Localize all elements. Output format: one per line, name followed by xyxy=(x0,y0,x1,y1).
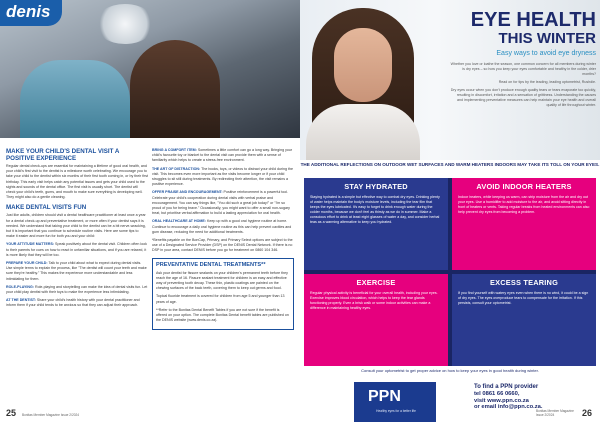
tip-praise: OFFER PRAISE AND ENCOURAGEMENT: Positive reinforcement is a powerful tool. Celebrate your child's cooperation during dental visits with verbal praise and encouragement. You can say things like, "You did such a great job today!" or "I'm so proud of you for being brave." Occasionally, you might want to offer a small non-sugary treat, but prioritise verbal affirmation to build a lasting appreciation for oral health. xyxy=(152,190,290,216)
heading-positive-experience: MAKE YOUR CHILD'S DENTAL VISIT A POSITIVE EXPERIENCE xyxy=(6,148,120,162)
intro-paragraph: Read on for tips by the leading, leading optometrist, Rushdie. xyxy=(498,80,596,84)
benefits-note: *Benefits payable on the BonCap, Primary, and Primary Select options are subject to the use of a Designated Service Provider (DSP) on the DENIS Dental Network. If there is no DSP in your area, contact DENIS before you go for treatment on 0860 104 346. xyxy=(152,238,293,253)
tile-text: Staying hydrated is a simple but effective way to combat dry eyes. Drinking plenty of water helps maintain the body's moisture levels, including the tear film that keeps the eyes lubricated. It's easy to forget to drink enough water during the colder months, because we don't feel as thirsty as we do in summer. Make a conscious effort to drink at least eight glasses of water a day, and consider herbal teas as a warming alternative to keep you hydrated. xyxy=(310,195,440,224)
tip-attitude: YOUR ATTITUDE MATTERS: Speak positively about the dental visit. Children often look to their parents for cues on how to react in unfamiliar situations, and if you are relaxed, it is more likely that they will be too. xyxy=(6,242,147,257)
tip-role-play: ROLE-PLAYING: Role-playing and storytelling can make the idea of dental visits fun. Let your child play dentist with their toys to make the experience less intimidating. xyxy=(6,284,148,295)
dental-lamp-image xyxy=(95,4,155,44)
tips-grid xyxy=(304,178,596,366)
dentist-figure-image xyxy=(20,60,130,138)
woman-sweater-image xyxy=(306,104,420,160)
right-page xyxy=(300,0,600,424)
tip-prepare: PREPARE YOUR CHILD: Talk to your child about what to expect during dental visits. Use simple terms to explain the process, like "The dentist will count your teeth and make sure they're healthy." This makes the experience more understandable and less intimidating for them. xyxy=(6,261,147,281)
paragraph: Just like adults, children should visit a dental healthcare practitioner at least once a year for a dental check-up and preventative treatment, or more often if your dentist says it is needed. We understand that taking your child to the dentist can be a bit nerve-wracking, but it is important that you continue to schedule routine visits. Here are some tips to make it easier and more fun for both you and your child: xyxy=(6,213,146,239)
contact-info xyxy=(474,384,574,411)
tile-title: EXCESS TEARING xyxy=(489,278,559,287)
left-column-2 xyxy=(152,148,294,330)
tile-title: STAY HYDRATED xyxy=(344,182,408,191)
page-footer: Bonitas Member Magazine Issue 2/2024 xyxy=(536,409,574,417)
tile-title: EXERCISE xyxy=(356,278,396,287)
ppn-wordmark: PPN xyxy=(368,388,401,405)
woman-face-image xyxy=(334,28,392,102)
page-subtitle: THIS WINTER xyxy=(498,30,596,47)
contact-title: To find a PPN provider xyxy=(474,384,539,390)
tile-text: Regular physical activity is beneficial for your overall health, including your eyes. Exercise improves blood circulation, which helps to keep the tear glands functioning properly. Even a brisk walk or some indoor activities can make a difference in maintaining healthy eyes. xyxy=(310,291,438,310)
child-patient-image xyxy=(130,40,220,138)
tile-text: If you find yourself with watery eyes even when there is no wind, it could be a sign of dry eyes. The eyes overproduce tears to compensate for the irritation. If this persists, consult your optometrist. xyxy=(458,291,589,305)
box-bullet: Ask your dentist for fissure sealants on your children's permanent teeth before they reach the age of 16. Fissure sealant treatment for children is an easy and effective way of preventing tooth decay. These thin, plastic coatings are painted on the chewing surfaces of the back teeth, covering them to keep out germs and food. xyxy=(156,270,288,291)
page-title: EYE HEALTH xyxy=(470,9,596,31)
tile-title: AVOID INDOOR HEATERS xyxy=(476,182,572,191)
page-footer: Bonitas Member Magazine Issue 2/2024 xyxy=(22,413,80,417)
tip-home-care: ORAL HEALTHCARE AT HOME: Keep up with a good oral hygiene routine at home. Continue to encourage a daily oral hygiene routine as this can help prevent cavities and gum disease, reducing the need for additional treatments. xyxy=(152,219,292,234)
paragraph: Regular dental check-ups are essential for maintaining a lifetime of good oral health, and your child's first visit to the dentist is a milestone worth celebrating. We encourage you to take your child to the dentist within six months of their first tooth coming in, or by their first birthday. This early visit helps catch any potential issues and gets your child used to the sights and sounds of the dental office. The first visit is usually short. The dentist will check your child's teeth, gums, and mouth to make sure everything is developing well. They might also do a gentle cleaning. xyxy=(6,164,149,200)
tip-distraction: THE ART OF DISTRACTION: The books, toys, or videos to distract your child during the visit. This becomes even more important as the visits become longer or if your child struggles to sit still during treatments. By redirecting their attention, the visit remains a positive experience. xyxy=(152,166,294,187)
ppn-tagline: Healthy eyes for a better life xyxy=(376,409,416,413)
intro-text xyxy=(450,62,596,111)
contact-email: or email info@ppn.co.za. xyxy=(474,404,543,411)
tip-comfort-item: BRING A COMFORT ITEM: Sometimes a little comfort can go a long way. Bringing your child's favourite toy or blanket to the dental visit can provide them with a sense of familiarity which helps to create a stress-free environment. xyxy=(152,148,293,163)
tile-exercise xyxy=(304,274,448,366)
page-number: 26 xyxy=(581,408,592,418)
preventative-treatments-box xyxy=(152,258,294,331)
tip-at-dentist: AT THE DENTIST: Share your child's health history with your dental practitioner and inform them if your child tends to be anxious so that they can adjust their approach. xyxy=(6,298,140,308)
box-bullet: Topical fluoride treatment is covered for children from age 5 and younger than 13 years of age. xyxy=(156,294,285,304)
denis-logo: denis xyxy=(0,0,62,26)
box-note: **Refer to the Bonitas Dental Benefit Tables if you are not sure if the benefit is offered on your option. The complete Bonitas Dental benefit tables are published on the DENIS website (www.denis.co.za). xyxy=(156,307,289,323)
footnote: Consult your optometrist to get proper advice on how to keep your eyes in good health during winter. xyxy=(361,368,539,373)
tagline: Easy ways to avoid eye dryness xyxy=(496,50,596,57)
contact-website: visit www.ppn.co.za xyxy=(474,397,529,404)
intro-paragraph: Whether you love or loathe the season, one common concern for all members during winter is dry eyes – so how you keep your eyes comfortable and healthy in the colder, drier months? xyxy=(450,62,596,76)
heading-make-visits-fun: MAKE DENTAL VISITS FUN xyxy=(6,204,87,212)
intro-paragraph: Dry eyes occur when you don't produce enough quality tears or tears evaporate too quickly, resulting in discomfort, irritation and a sensation of grittiness. Understanding the causes and implementing preventative measures can help maintain your eye health and overall quality of life throughout winter. xyxy=(450,88,596,107)
page-number: 25 xyxy=(6,408,17,418)
left-column-1 xyxy=(6,148,148,312)
pull-quote-banner: THE ADDITIONAL REFLECTIONS ON OUTDOOR WET SURFACES AND WARM HEATERS INDOORS MAY TAKE ITS TOLL ON YOUR EYES. xyxy=(300,160,600,176)
contact-phone: tel 0861 66 0660, xyxy=(474,390,520,397)
ppn-logo xyxy=(354,382,436,422)
tile-excess-tearing xyxy=(452,274,596,366)
tile-avoid-heaters xyxy=(452,178,596,270)
box-title: PREVENTATIVE DENTAL TREATMENTS** xyxy=(156,261,266,268)
tile-text: Indoor heaters, while keeping us warm, can strip moisture from the air and dry out your eyes. Use a humidifier to add moisture to the air, and avoid sitting directly in front of heaters or vents. Taking regular breaks from heated environments can also help prevent dry eyes from becoming a problem. xyxy=(458,195,590,214)
tile-stay-hydrated xyxy=(304,178,448,270)
